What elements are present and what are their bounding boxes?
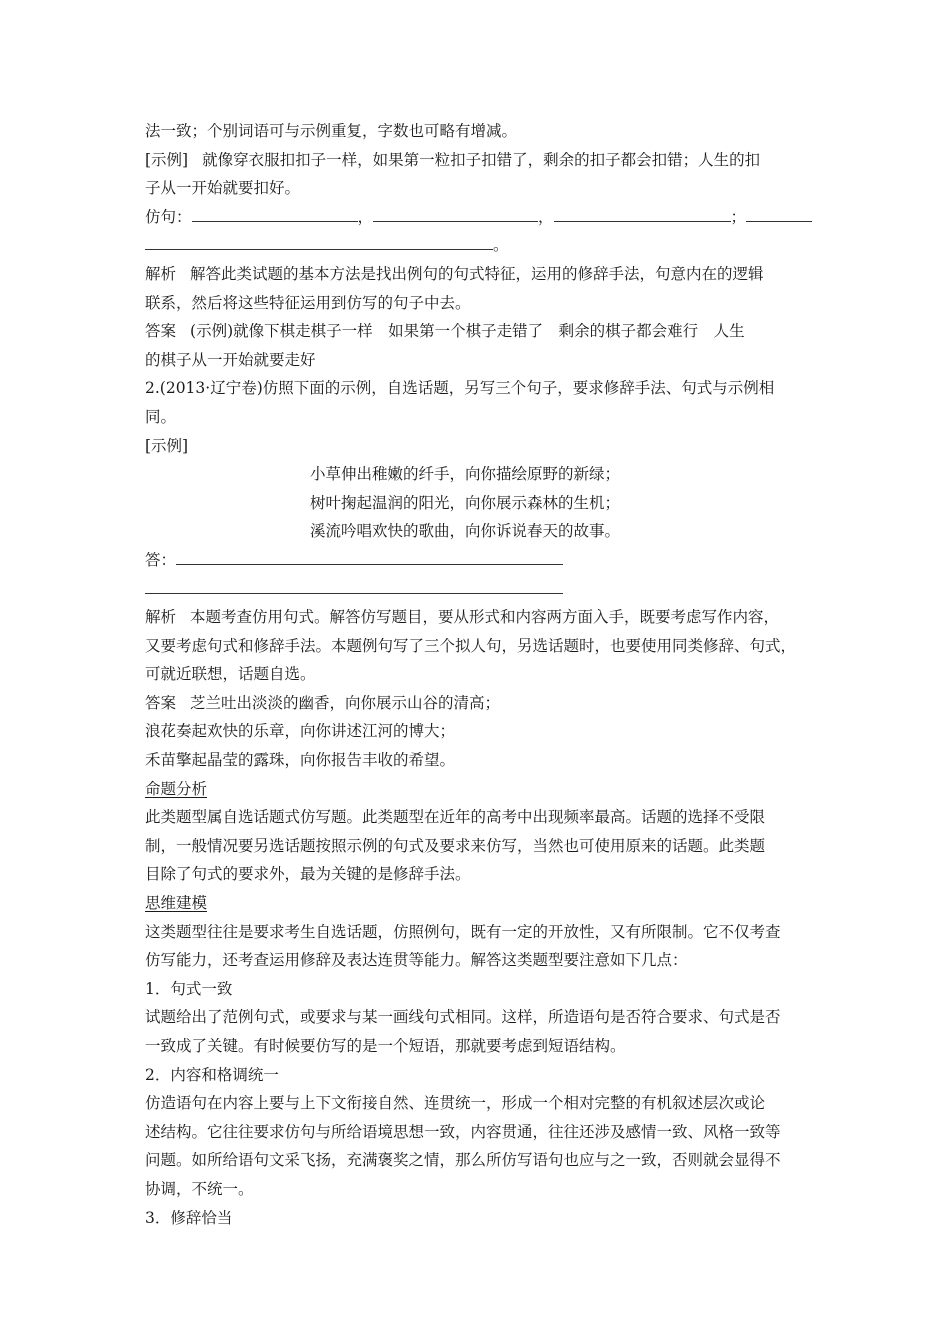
section-heading-text: 思维建模 — [145, 894, 208, 913]
q1-fill-row-2 — [145, 231, 815, 260]
q1-answer — [145, 317, 815, 346]
section-heading-modeling — [145, 889, 815, 918]
q2-poem-line: 小草伸出稚嫩的纤手，向你描绘原野的新绿； — [310, 465, 621, 484]
paragraph-line: 一致成了关键。有时候要仿写的是一个短语，那就要考虑到短语结构。 — [145, 1037, 626, 1055]
paragraph-line: 目除了句式的要求外，最为关键的是修辞手法。 — [145, 865, 471, 884]
q1-blank-5[interactable] — [145, 231, 493, 250]
q2-answer-text: 芝兰吐出淡淡的幽香，向你展示山谷的清高； — [190, 693, 501, 712]
q1-analysis-text: 解答此类试题的基本方法是找出例句的句式特征，运用的修辞手法，句意内在的逻辑 — [190, 264, 764, 283]
q1-example-label: [示例] — [145, 150, 189, 169]
q2-stem: 2.(2013·辽宁卷)仿照下面的示例，自选话题，另写三个句子，要求修辞手法、句式与示例相 — [145, 379, 775, 398]
q2-example-label: [示例] — [145, 436, 189, 455]
q1-comma-1: ， — [357, 207, 374, 226]
q1-example — [145, 146, 815, 175]
q2-answer-line: 禾苗擎起晶莹的露珠，向你报告丰收的希望。 — [145, 751, 456, 770]
q1-answer-text: (示例)就像下棋走棋子一样 如果第一个棋子走错了 剩余的棋子都会难行 人生 — [190, 322, 745, 341]
section-heading-text: 命题分析 — [145, 779, 208, 798]
q2-answer-field-label: 答： — [145, 550, 177, 569]
q1-period: 。 — [493, 236, 509, 255]
q2-answer-field — [145, 546, 815, 575]
q1-analysis-cont: 联系，然后将这些特征运用到仿写的句子中去。 — [145, 293, 471, 312]
point-title: 2．内容和格调统一 — [145, 1065, 279, 1084]
paragraph-line: 这类题型往往是要求考生自选话题，仿照例句，既有一定的开放性，又有所限制。它不仅考查 — [145, 922, 781, 941]
q1-analysis-label: 解析 — [145, 264, 177, 283]
paragraph-line: 制，一般情况要另选话题按照示例的句式及要求来仿写，当然也可使用原来的话题。此类题 — [145, 836, 766, 855]
point-title: 1．句式一致 — [145, 979, 233, 998]
paragraph-line: 试题给出了范例句式，或要求与某一画线句式相同。这样，所造语句是否符合要求、句式是否 — [145, 1008, 781, 1027]
document-body — [145, 117, 815, 1232]
paragraph-line: 仿写能力，还考查运用修辞及表达连贯等能力。解答这类题型要注意如下几点： — [145, 951, 688, 970]
q2-answer-blank-1[interactable] — [176, 546, 563, 565]
q1-instruction-continued: 法一致；个别词语可与示例重复，字数也可略有增减。 — [145, 122, 518, 140]
q1-blank-4[interactable] — [746, 203, 812, 222]
paragraph-line: 问题。如所给语句文采飞扬，充满褒奖之情，那么所仿写语句也应与之一致，否则就会显得不 — [145, 1151, 781, 1170]
q2-answer-line: 浪花奏起欢快的乐章，向你讲述江河的博大； — [145, 722, 456, 741]
q1-comma-2: ， — [538, 207, 554, 226]
q1-semicolon: ； — [730, 207, 747, 226]
q2-answer-label: 答案 — [145, 693, 177, 712]
q2-answer — [145, 689, 815, 718]
q2-stem-cont: 同。 — [145, 407, 177, 426]
paragraph-line: 仿造语句在内容上要与上下文衔接自然、连贯统一，形成一个相对完整的有机叙述层次或论 — [145, 1094, 766, 1113]
q2-answer-field-2 — [145, 575, 815, 604]
point-title: 3．修辞恰当 — [145, 1208, 233, 1227]
q1-blank-3[interactable] — [554, 203, 731, 222]
q1-example-cont: 子从一开始就要扣好。 — [145, 179, 301, 198]
q1-answer-cont: 的棋子从一开始就要走好 — [145, 350, 316, 369]
q2-poem-line: 树叶掬起温润的阳光，向你展示森林的生机； — [310, 493, 621, 512]
q1-blank-2[interactable] — [373, 203, 538, 222]
q1-blank-1[interactable] — [192, 203, 358, 222]
q1-fill-row — [145, 203, 815, 232]
q2-analysis-label: 解析 — [145, 608, 177, 627]
q2-poem-line: 溪流吟唱欢快的歌曲，向你诉说春天的故事。 — [310, 522, 621, 541]
paragraph-line: 协调，不统一。 — [145, 1179, 254, 1198]
q2-analysis-cont: 可就近联想，话题自选。 — [145, 665, 316, 684]
q1-fill-label: 仿句： — [145, 207, 192, 226]
q2-analysis-cont: 又要考虑句式和修辞手法。本题例句写了三个拟人句，另选话题时，也要使用同类修辞、句式， — [145, 636, 797, 655]
q1-analysis — [145, 260, 815, 289]
q2-answer-blank-2[interactable] — [145, 575, 563, 594]
q2-analysis-text: 本题考查仿用句式。解答仿写题目，要从形式和内容两方面入手，既要考虑写作内容， — [190, 608, 780, 627]
paragraph-line: 此类题型属自选话题式仿写题。此类题型在近年的高考中出现频率最高。话题的选择不受限 — [145, 808, 766, 827]
q2-analysis — [145, 603, 815, 632]
q1-example-text: 就像穿衣服扣扣子一样，如果第一粒扣子扣错了，剩余的扣子都会扣错；人生的扣 — [202, 150, 761, 169]
section-heading-analysis — [145, 775, 815, 804]
paragraph-line: 述结构。它往往要求仿句与所给语境思想一致，内容贯通，往往还涉及感情一致、风格一致等 — [145, 1122, 781, 1141]
q1-answer-label: 答案 — [145, 322, 177, 341]
